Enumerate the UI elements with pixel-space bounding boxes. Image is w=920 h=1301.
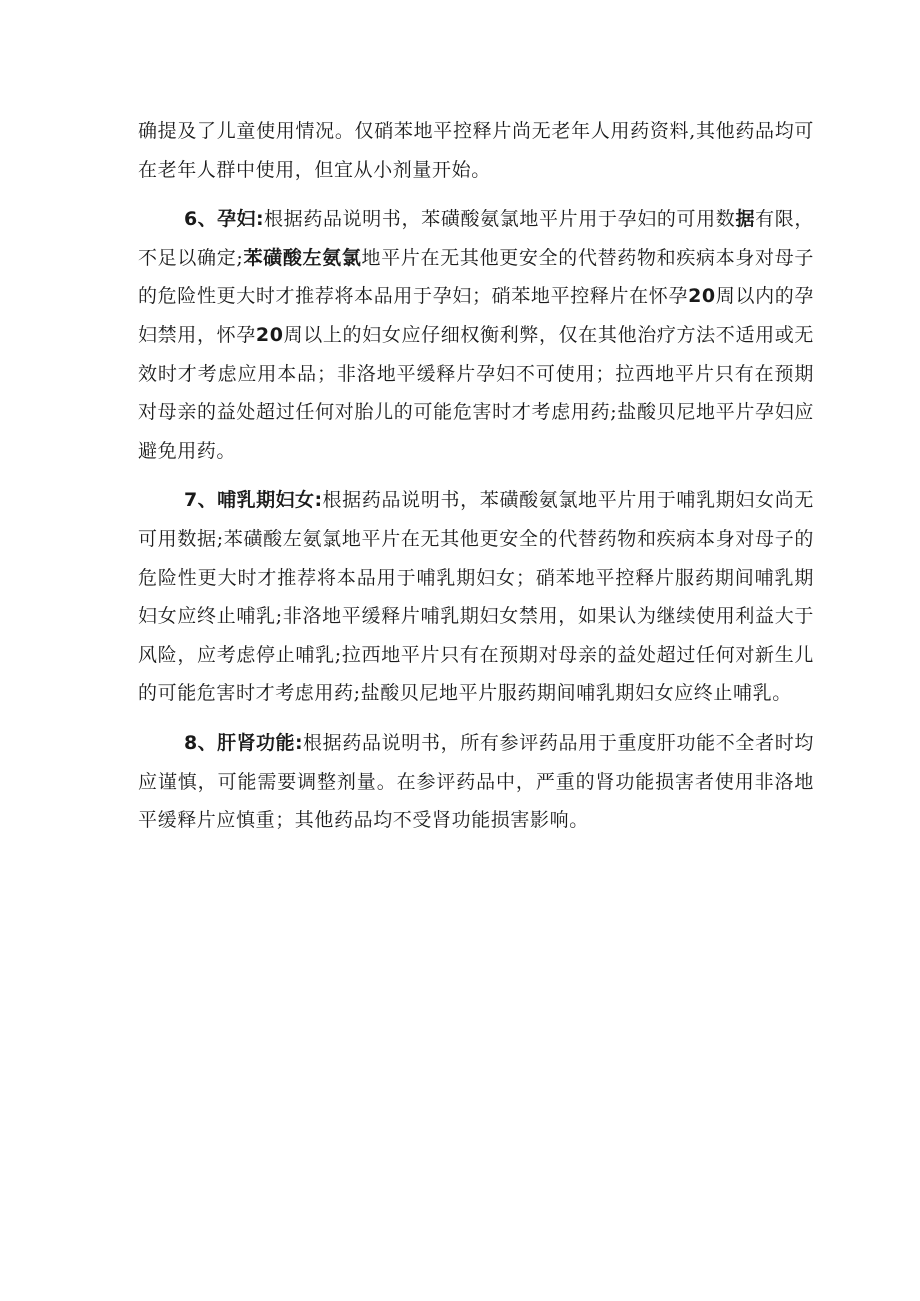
paragraph-text: 根据药品说明书，苯磺酸氨氯地平片用于哺乳期妇女尚无可用数据;苯磺酸左氨氯地平片在无其他更安全的代替药物和疾病本身对母子的危险性更大时才推荐将本品用于哺乳期妇女；硝苯地平控释片服药期间哺乳期妇女应终止哺乳;非洛地平缓释片哺乳期妇女禁用，如果认为继续使用利益大于风险，应考虑停止哺乳;拉西地平片只有在预期对母亲的益处超过任何对新生儿的可能危害时才考虑用药;盐酸贝尼地平片服药期间哺乳期妇女应终止哺乳。 (138, 489, 814, 705)
emphasis-text: 据 (735, 208, 756, 231)
paragraph-text: 地平片在无其他更安全的代替药物和疾病本身对母子的危险性更大时才推荐将本品用于孕妇；硝苯地平控释片在怀孕 (138, 246, 814, 308)
paragraph-text: 有限，不足以确定; (138, 208, 814, 269)
emphasis-drug-name: 苯磺酸左氨氯 (243, 246, 362, 269)
paragraph-text: 根据药品说明书，苯磺酸氨氯地平片用于孕妇的可用数 (264, 208, 736, 231)
section-heading-lactation: 7、哺乳期妇女: (184, 489, 323, 512)
document-body (138, 112, 814, 840)
paragraph-text: 根据药品说明书，所有参评药品用于重度肝功能不全者时均应谨慎，可能需要调整剂量。在参评药品中，严重的肾功能损害者使用非洛地平缓释片应慎重；其他药品均不受肾功能损害影响。 (138, 731, 814, 832)
section-heading-liver-kidney: 8、肝肾功能: (184, 731, 303, 754)
paragraph-elderly-continued (138, 112, 814, 189)
paragraph-pregnant-women (138, 200, 814, 470)
week-number: 20 (688, 285, 716, 308)
paragraph-text: 确提及了儿童使用情况。仅硝苯地平控释片尚无老年人用药资料,其他药品均可在老年人群中使用，但宜从小剂量开始。 (138, 120, 814, 181)
paragraph-liver-kidney (138, 724, 814, 840)
paragraph-text: 周以内的孕妇禁用，怀孕 (138, 285, 814, 346)
week-number: 20 (255, 323, 284, 346)
paragraph-text: 周以上的妇女应仔细权衡利弊，仅在其他治疗方法不适用或无效时才考虑应用本品；非洛地平缓释片孕妇不可使用；拉西地平片只有在预期对母亲的益处超过任何对胎儿的可能危害时才考虑用药;盐酸贝尼地平片孕妇应避免用药。 (138, 323, 814, 462)
section-heading-pregnancy: 6、孕妇: (184, 208, 264, 231)
paragraph-lactating-women (138, 481, 814, 713)
